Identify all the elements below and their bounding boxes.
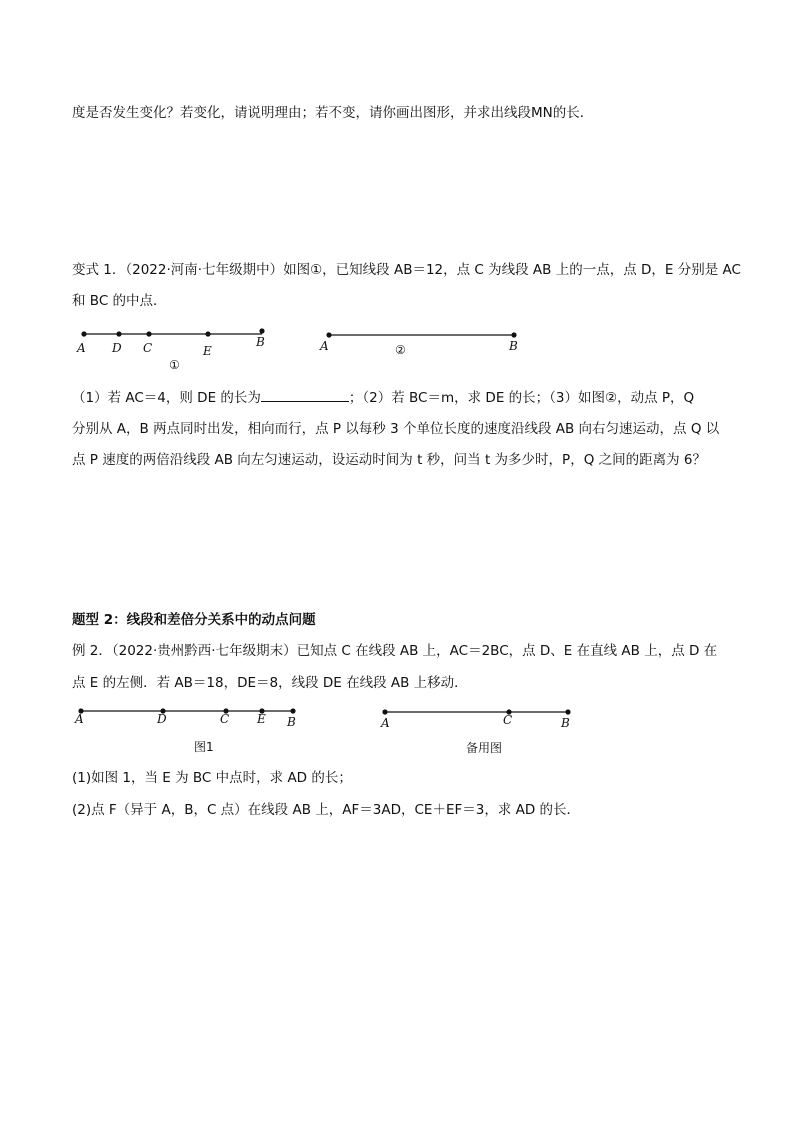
- point-label: A: [381, 716, 390, 730]
- point-label: B: [256, 335, 265, 349]
- variant1-figure-2: [319, 332, 518, 357]
- point-dot: [116, 331, 121, 336]
- section-heading: 题型 2：线段和差倍分关系中的动点问题: [72, 612, 316, 628]
- point-label: D: [157, 712, 167, 726]
- variant1-figure-1: [76, 328, 265, 372]
- point-label: D: [112, 341, 122, 355]
- example2-statement-line2: 点 E 的左侧．若 AB＝18，DE＝8，线段 DE 在线段 AB 上移动．: [72, 675, 468, 691]
- question-text: ；（2）若 BC＝m，求 DE 的长；（3）如图②，动点 P，Q: [348, 390, 695, 406]
- point-label: E: [257, 712, 266, 726]
- point-dot: [146, 331, 151, 336]
- figure-caption: 图1: [194, 740, 214, 754]
- variant1-statement-line1: 变式 1．（2022·河南·七年级期中）如图①，已知线段 AB＝12，点 C 为线段 AB 上的一点，点 D，E 分别是 AC: [72, 262, 741, 278]
- point-label: B: [287, 715, 296, 729]
- point-label: C: [220, 712, 230, 726]
- variant1-question-line2: 分别从 A，B 两点同时出发，相向而行，点 P 以每秒 3 个单位长度的速度沿线段 AB 向右匀速运动，点 Q 以: [72, 421, 720, 437]
- point-label: B: [561, 716, 570, 730]
- answer-blank[interactable]: [261, 387, 349, 402]
- example2-figure-1: [74, 708, 296, 754]
- point-dot: [326, 332, 331, 337]
- point-dot: [565, 709, 570, 714]
- point-label: A: [77, 341, 86, 355]
- point-label: C: [143, 341, 153, 355]
- figure-caption: ②: [395, 343, 406, 357]
- variant1-statement-line2: 和 BC 的中点．: [72, 293, 167, 309]
- variant1-question-line3: 点 P 速度的两倍沿线段 AB 向左匀速运动，设运动时间为 t 秒，问当 t 为多少时，P，Q 之间的距离为 6？: [72, 452, 706, 468]
- point-label: A: [75, 712, 84, 726]
- example2-figure-spare: [380, 709, 571, 755]
- point-dot: [290, 708, 295, 713]
- point-label: B: [509, 339, 518, 353]
- point-dot: [382, 709, 387, 714]
- point-label: A: [320, 339, 329, 353]
- example2-statement-line1: 例 2．（2022·贵州黔西·七年级期末）已知点 C 在线段 AB 上，AC＝2BC，点 D、E 在直线 AB 上，点 D 在: [72, 643, 718, 659]
- point-dot: [205, 331, 210, 336]
- point-dot: [511, 332, 516, 337]
- point-label: E: [203, 344, 212, 358]
- example2-question-2: (2)点 F（异于 A，B，C 点）在线段 AB 上，AF＝3AD，CE＋EF＝3，求 AD 的长．: [72, 802, 581, 818]
- figure-caption: ①: [169, 358, 180, 372]
- point-dot: [81, 331, 86, 336]
- point-label: C: [503, 713, 513, 727]
- point-dot: [259, 328, 264, 333]
- intro-text: 度是否发生变化？若变化，请说明理由；若不变，请你画出图形，并求出线段MN的长．: [72, 105, 594, 121]
- variant1-question-line1: [72, 387, 694, 408]
- figure-caption: 备用图: [466, 741, 503, 755]
- example2-question-1: (1)如图 1，当 E 为 BC 中点时，求 AD 的长；: [72, 770, 352, 786]
- question-text: （1）若 AC＝4，则 DE 的长为: [72, 390, 261, 406]
